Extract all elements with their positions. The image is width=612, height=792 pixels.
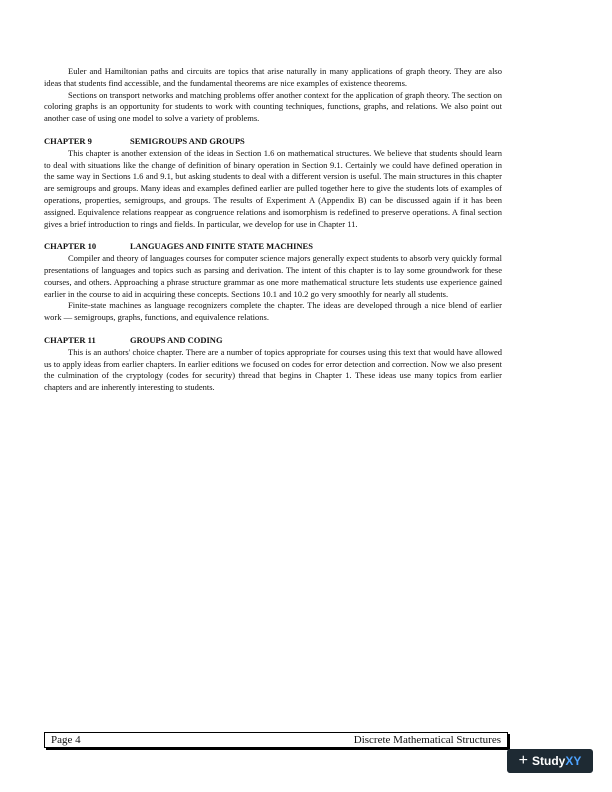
chapter-10-heading xyxy=(44,241,502,253)
chapter-9-heading xyxy=(44,136,502,148)
intro-paragraph-2: Sections on transport networks and matching problems offer another context for the application of graph theory. The section on coloring graphs is an opportunity for students to work with counting techniques, functions, graphs, and relations. We also point out another case of using one model to solve a variety of problems. xyxy=(44,89,502,124)
chapter-11-heading xyxy=(44,335,502,347)
chapter-number: CHAPTER 9 xyxy=(44,135,92,146)
chapter-10-paragraph-2: Finite-state machines as language recognizers complete the chapter. The ideas are developed through a nice blend of earlier work — semigroups, graphs, functions, and equivalence relations. xyxy=(44,300,502,323)
page-footer xyxy=(44,732,508,748)
intro-paragraph-1: Euler and Hamiltonian paths and circuits are topics that arise naturally in many applications of graph theory. They are also ideas that students find accessible, and the fundamental theorems are nice examples of existence theorems. xyxy=(44,66,502,88)
page-body xyxy=(44,66,502,394)
plus-icon: + xyxy=(518,752,528,769)
studyxy-badge[interactable] xyxy=(507,749,593,773)
brand-name: StudyXY xyxy=(531,754,582,768)
chapter-11-paragraph-1: This is an authors' choice chapter. There are a number of topics appropriate for courses using this text that would have allowed us to apply ideas from earlier chapters. In earlier editions we focused on codes for error detection and correction. Now we also present the culmination of the cryptology (codes for security) thread that begins in Chapter 1. These ideas use many topics from earlier chapters and are inherently interesting to students. xyxy=(44,346,502,393)
page-number: Page 4 xyxy=(51,734,81,746)
book-title: Discrete Mathematical Structures xyxy=(353,734,501,746)
chapter-title: SEMIGROUPS AND GROUPS xyxy=(130,135,245,146)
chapter-9-paragraph-1: This chapter is another extension of the ideas in Section 1.6 on mathematical structures. We believe that students should learn to deal with situations like the change of definition of binary operation in Section 9.1. Certainly we could have defined operation in the same way in Sections 1.6 and 9.1, but asking students to deal with a different version is useful. The main structures in this chapter are semigroups and groups. Many ideas and examples defined earlier are pulled together here to give the students lots of examples of operations, properties, semigroups, and groups. The results of Experiment A (Appendix B) can be discussed again if it has been assigned. Equivalence relations reappear as congruence relations and isomorphism is redefined to preserve operations. A final section gives a brief introduction to rings and fields. In particular, we develop for use in Chapter 11. xyxy=(44,147,502,229)
chapter-number: CHAPTER 11 xyxy=(44,334,96,345)
chapter-10-paragraph-1: Compiler and theory of languages courses for computer science majors generally expect students to absorb very quickly formal presentations of languages and topics such as parsing and derivation. The intent of this chapter is to lay some groundwork for these courses, and others. Approaching a phrase structure grammar as one more mathematical structure lets students use experience gained earlier in the course to aid in acquiring these concepts. Sections 10.1 and 10.2 go very smoothly for nearly all students. xyxy=(44,253,502,299)
chapter-number: CHAPTER 10 xyxy=(44,241,97,252)
chapter-title: GROUPS AND CODING xyxy=(130,334,223,345)
chapter-title: LANGUAGES AND FINITE STATE MACHINES xyxy=(130,241,313,252)
